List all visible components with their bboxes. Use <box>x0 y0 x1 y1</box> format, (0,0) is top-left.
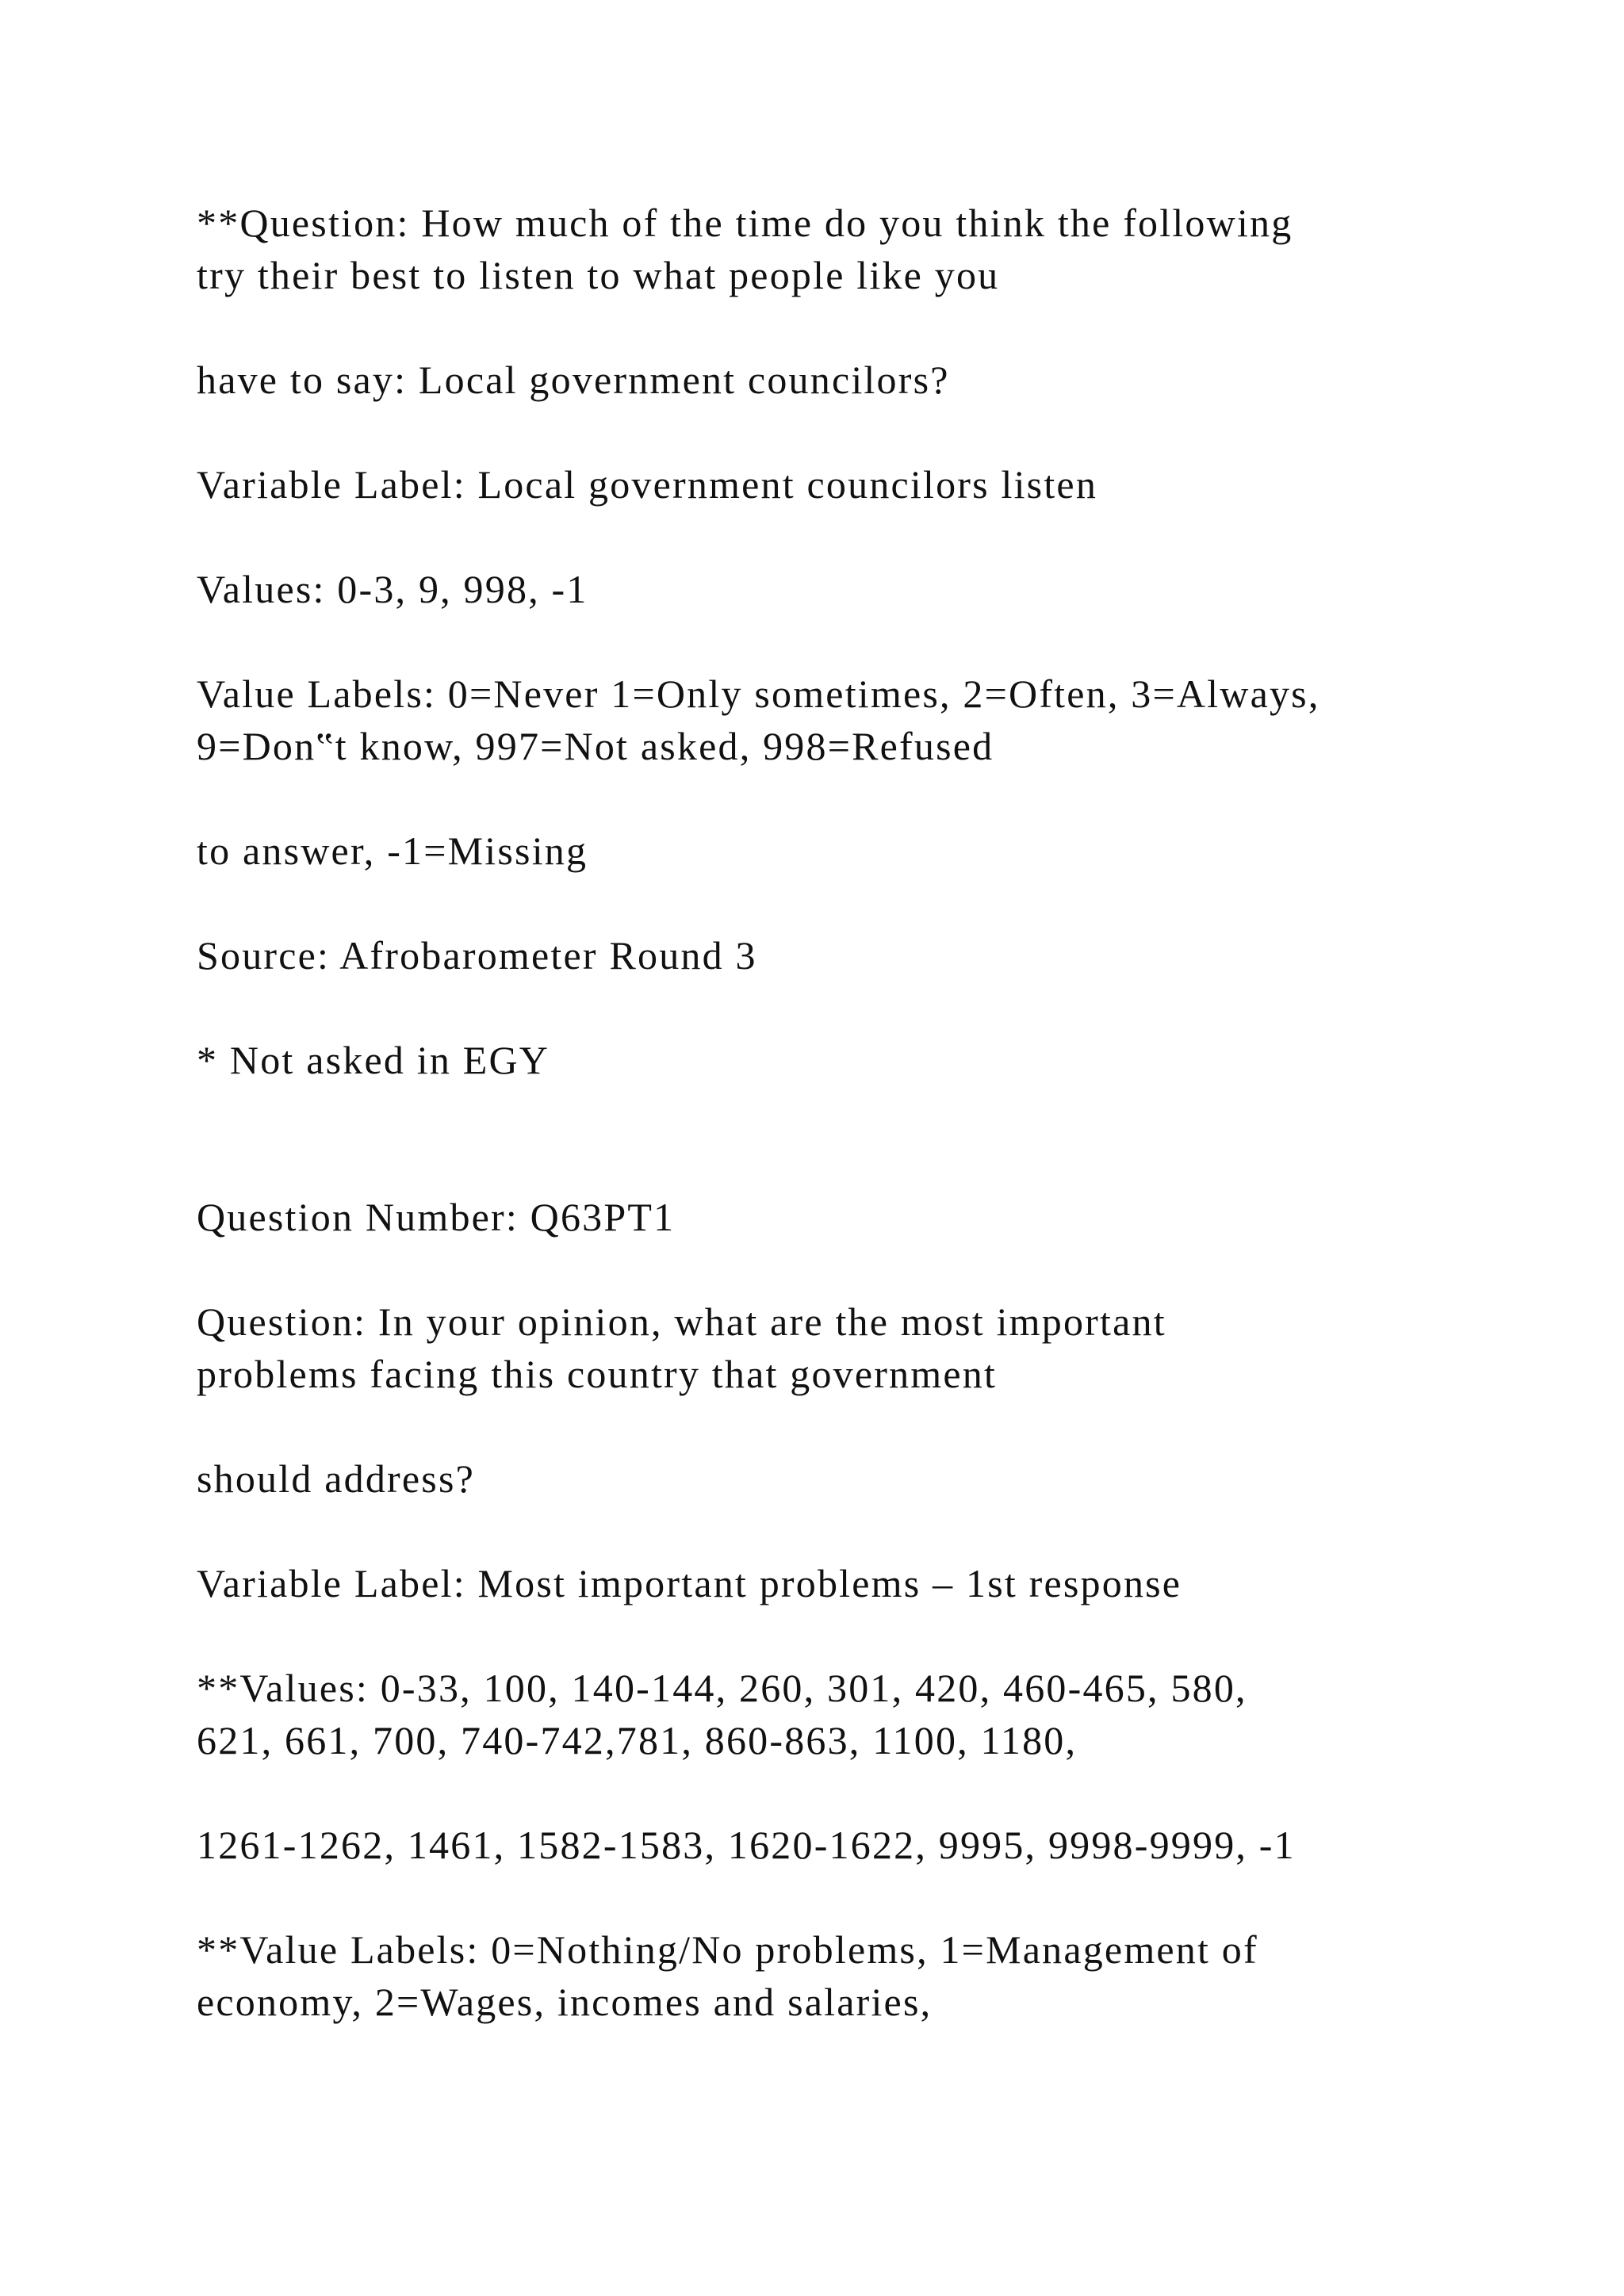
question-2-text-continued <box>197 1452 1497 1505</box>
text-line: 621, 661, 700, 740-742,781, 860-863, 1100, 1180, <box>197 1718 1078 1762</box>
text-line: Value Labels: 0=Never 1=Only sometimes, 2=Often, 3=Always, <box>197 672 1320 716</box>
text-line: **Question: How much of the time do you think the following <box>197 201 1293 245</box>
question-2-values-continued <box>197 1819 1497 1871</box>
question-1-source <box>197 929 1497 982</box>
question-1-text-continued <box>197 354 1497 406</box>
question-1-text <box>197 197 1497 301</box>
question-2-values <box>197 1662 1497 1766</box>
text-line: Question Number: Q63PT1 <box>197 1195 676 1239</box>
question-1-values <box>197 563 1497 615</box>
question-2-number <box>197 1191 1497 1243</box>
text-line: Values: 0-3, 9, 998, -1 <box>197 567 588 611</box>
text-line: should address? <box>197 1456 475 1501</box>
text-line: have to say: Local government councilors? <box>197 358 950 402</box>
text-line: Question: In your opinion, what are the most important <box>197 1299 1166 1344</box>
text-line: problems facing this country that government <box>197 1352 998 1396</box>
text-line: Variable Label: Most important problems – 1st response <box>197 1561 1182 1605</box>
text-line: 1261-1262, 1461, 1582-1583, 1620-1622, 9995, 9998-9999, -1 <box>197 1823 1296 1867</box>
text-line: Variable Label: Local government councilors listen <box>197 462 1098 507</box>
text-line: **Values: 0-33, 100, 140-144, 260, 301, 420, 460-465, 580, <box>197 1666 1247 1710</box>
text-line: **Value Labels: 0=Nothing/No problems, 1=Management of <box>197 1927 1258 1972</box>
question-1-value-labels <box>197 668 1497 772</box>
text-line: 9=Don‟t know, 997=Not asked, 998=Refused <box>197 724 994 768</box>
question-1-value-labels-continued <box>197 825 1497 877</box>
question-1-note <box>197 1034 1497 1086</box>
text-line: try their best to listen to what people like you <box>197 253 1000 297</box>
text-line: economy, 2=Wages, incomes and salaries, <box>197 1980 933 2024</box>
question-2-value-labels <box>197 1923 1497 2028</box>
text-line: Source: Afrobarometer Round 3 <box>197 933 757 978</box>
question-1-variable-label <box>197 458 1497 511</box>
question-2-variable-label <box>197 1557 1497 1609</box>
question-2-text <box>197 1295 1497 1400</box>
text-line: to answer, -1=Missing <box>197 828 588 873</box>
text-line: * Not asked in EGY <box>197 1038 550 1082</box>
